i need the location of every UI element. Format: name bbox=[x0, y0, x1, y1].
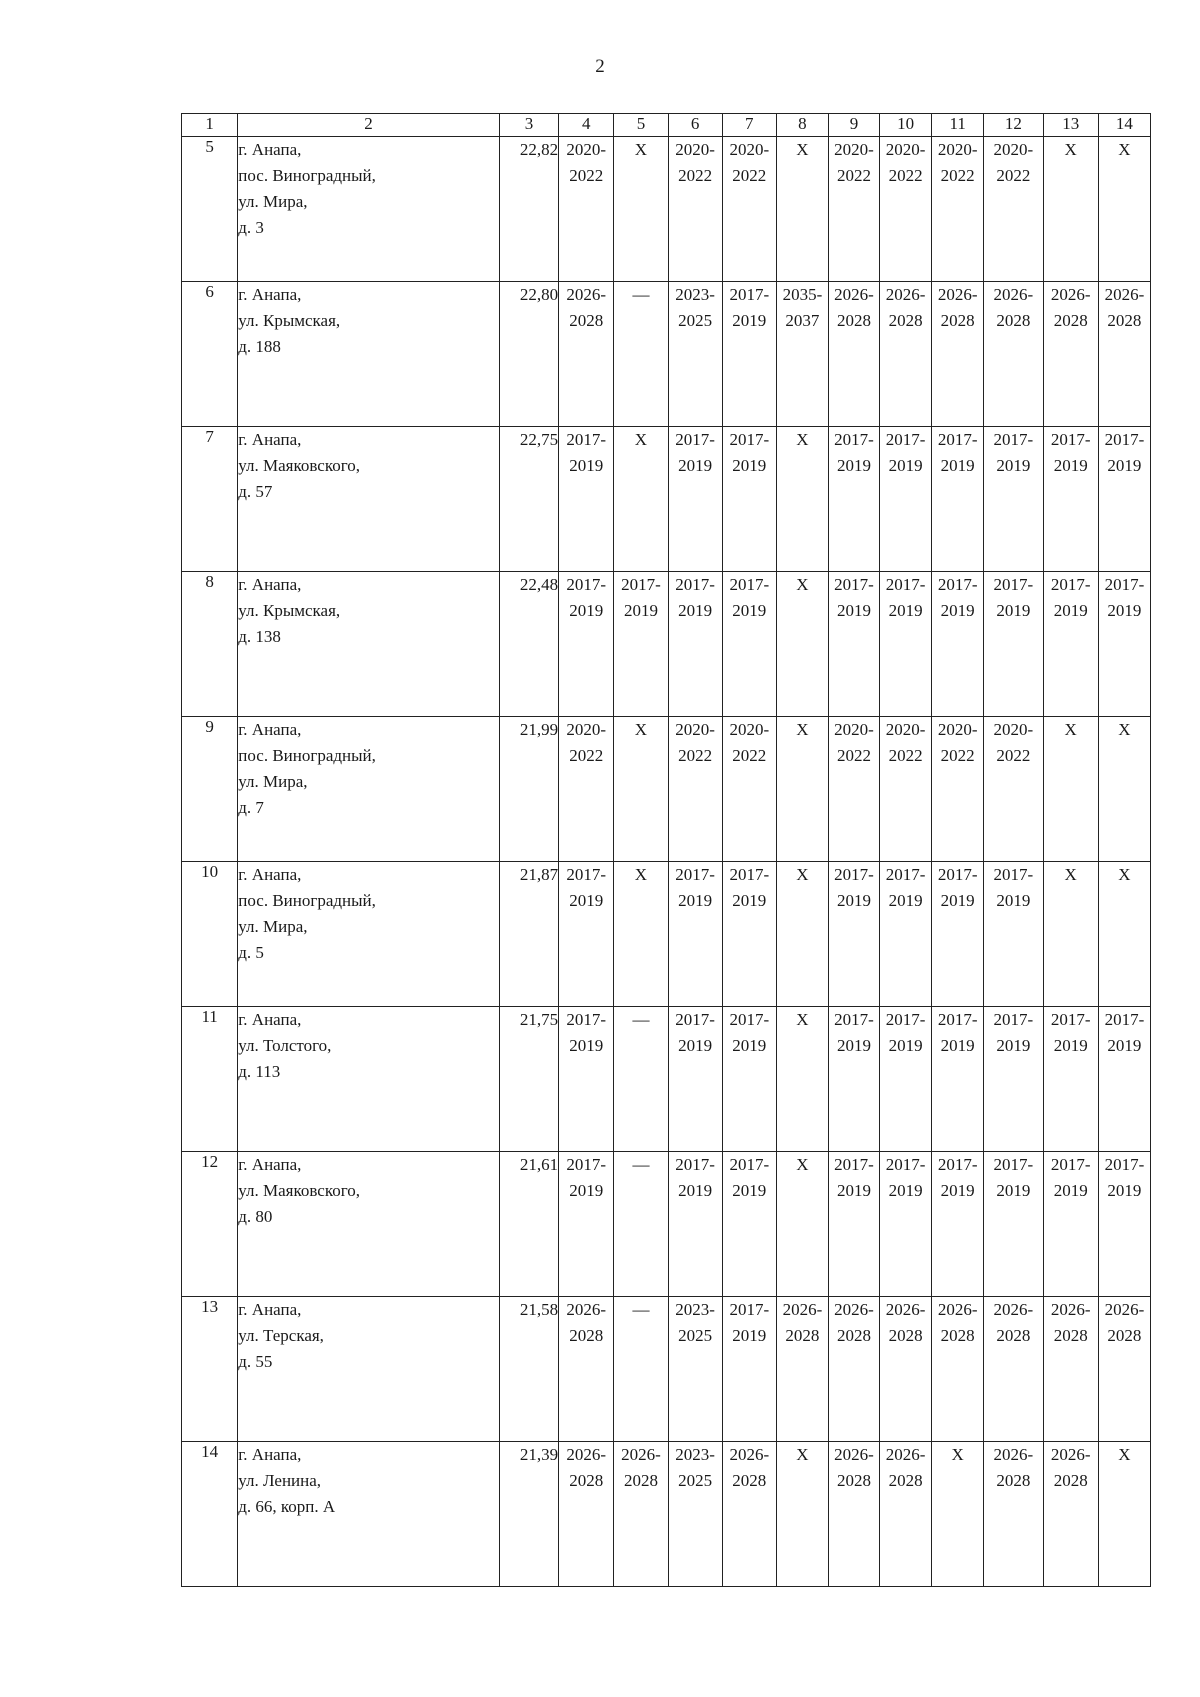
repair-schedule-table bbox=[181, 113, 1151, 1587]
period-cell: Х bbox=[614, 862, 668, 1007]
table-row bbox=[182, 572, 1151, 717]
address-line: г. Анапа, bbox=[238, 865, 302, 884]
area-cell: 21,39 bbox=[499, 1442, 558, 1587]
period-cell: 2017- 2019 bbox=[828, 572, 879, 717]
period-cell: 2026- 2028 bbox=[984, 1297, 1043, 1442]
address-line: г. Анапа, bbox=[238, 1010, 302, 1029]
address-cell bbox=[238, 1297, 500, 1442]
period-cell: 2017- 2019 bbox=[1043, 1007, 1098, 1152]
column-header: 14 bbox=[1098, 114, 1150, 137]
row-number: 10 bbox=[182, 862, 238, 1007]
table-row bbox=[182, 1007, 1151, 1152]
period-cell: Х bbox=[932, 1442, 984, 1587]
period-cell: 2026- 2028 bbox=[559, 1442, 614, 1587]
row-number: 13 bbox=[182, 1297, 238, 1442]
period-cell: 2026- 2028 bbox=[559, 282, 614, 427]
address-line: ул. Крымская, bbox=[238, 601, 341, 620]
address-cell bbox=[238, 427, 500, 572]
address-line: г. Анапа, bbox=[238, 1445, 302, 1464]
period-cell: 2020- 2022 bbox=[984, 717, 1043, 862]
period-cell: 2017- 2019 bbox=[668, 572, 722, 717]
address-line: г. Анапа, bbox=[238, 430, 302, 449]
period-cell: 2017- 2019 bbox=[559, 572, 614, 717]
area-cell: 21,61 bbox=[499, 1152, 558, 1297]
address-line: ул. Толстого, bbox=[238, 1036, 332, 1055]
period-cell: 2017- 2019 bbox=[1098, 572, 1150, 717]
address-line: д. 80 bbox=[238, 1207, 273, 1226]
address-line: д. 3 bbox=[238, 218, 264, 237]
period-cell: 2020- 2022 bbox=[932, 137, 984, 282]
period-cell: 2026- 2028 bbox=[614, 1442, 668, 1587]
period-cell: 2017- 2019 bbox=[1043, 427, 1098, 572]
address-cell bbox=[238, 1007, 500, 1152]
period-cell: Х bbox=[776, 862, 828, 1007]
address-cell bbox=[238, 1152, 500, 1297]
period-cell: 2020- 2022 bbox=[984, 137, 1043, 282]
column-header: 9 bbox=[828, 114, 879, 137]
period-cell: 2017- 2019 bbox=[984, 862, 1043, 1007]
column-header: 12 bbox=[984, 114, 1043, 137]
period-cell: — bbox=[614, 282, 668, 427]
period-cell: 2017- 2019 bbox=[828, 427, 879, 572]
period-cell: 2026- 2028 bbox=[776, 1297, 828, 1442]
period-cell: 2017- 2019 bbox=[668, 427, 722, 572]
period-cell: 2017- 2019 bbox=[1098, 1007, 1150, 1152]
period-cell: 2026- 2028 bbox=[828, 1297, 879, 1442]
area-cell: 21,87 bbox=[499, 862, 558, 1007]
period-cell: 2017- 2019 bbox=[722, 282, 776, 427]
period-cell: 2020- 2022 bbox=[932, 717, 984, 862]
address-line: г. Анапа, bbox=[238, 1300, 302, 1319]
column-header: 11 bbox=[932, 114, 984, 137]
period-cell: 2017- 2019 bbox=[880, 572, 932, 717]
period-cell: 2017- 2019 bbox=[722, 862, 776, 1007]
address-line: пос. Виноградный, bbox=[238, 891, 376, 910]
period-cell: 2017- 2019 bbox=[984, 572, 1043, 717]
period-cell: — bbox=[614, 1152, 668, 1297]
table-row bbox=[182, 282, 1151, 427]
period-cell: 2026- 2028 bbox=[880, 282, 932, 427]
period-cell: 2017- 2019 bbox=[559, 862, 614, 1007]
address-line: пос. Виноградный, bbox=[238, 746, 376, 765]
column-header: 3 bbox=[499, 114, 558, 137]
page-number: 2 bbox=[595, 56, 605, 77]
area-cell: 21,75 bbox=[499, 1007, 558, 1152]
period-cell: 2020- 2022 bbox=[828, 717, 879, 862]
period-cell: 2026- 2028 bbox=[1098, 1297, 1150, 1442]
column-header: 10 bbox=[880, 114, 932, 137]
period-cell: 2017- 2019 bbox=[668, 1007, 722, 1152]
period-cell: 2017- 2019 bbox=[722, 427, 776, 572]
address-line: д. 57 bbox=[238, 482, 273, 501]
period-cell: — bbox=[614, 1007, 668, 1152]
period-cell: 2023- 2025 bbox=[668, 1442, 722, 1587]
row-number: 14 bbox=[182, 1442, 238, 1587]
period-cell: 2017- 2019 bbox=[722, 1007, 776, 1152]
period-cell: 2017- 2019 bbox=[828, 1007, 879, 1152]
column-header: 7 bbox=[722, 114, 776, 137]
table-row bbox=[182, 1152, 1151, 1297]
address-line: ул. Мира, bbox=[238, 772, 308, 791]
area-cell: 22,82 bbox=[499, 137, 558, 282]
table-body bbox=[182, 137, 1151, 1587]
period-cell: 2023- 2025 bbox=[668, 282, 722, 427]
table-row bbox=[182, 427, 1151, 572]
period-cell: 2026- 2028 bbox=[984, 282, 1043, 427]
period-cell: 2017- 2019 bbox=[722, 1297, 776, 1442]
period-cell: 2026- 2028 bbox=[932, 1297, 984, 1442]
table-row bbox=[182, 1297, 1151, 1442]
area-cell: 22,80 bbox=[499, 282, 558, 427]
period-cell: 2017- 2019 bbox=[880, 427, 932, 572]
address-line: д. 5 bbox=[238, 943, 264, 962]
period-cell: 2017- 2019 bbox=[668, 1152, 722, 1297]
row-number: 6 bbox=[182, 282, 238, 427]
period-cell: 2017- 2019 bbox=[984, 1152, 1043, 1297]
period-cell: 2017- 2019 bbox=[880, 1007, 932, 1152]
column-header: 1 bbox=[182, 114, 238, 137]
period-cell: 2017- 2019 bbox=[984, 427, 1043, 572]
period-cell: 2020- 2022 bbox=[668, 717, 722, 862]
period-cell: 2017- 2019 bbox=[1043, 1152, 1098, 1297]
period-cell: Х bbox=[1098, 1442, 1150, 1587]
period-cell: Х bbox=[1043, 137, 1098, 282]
address-line: ул. Крымская, bbox=[238, 311, 341, 330]
period-cell: 2020- 2022 bbox=[880, 137, 932, 282]
address-line: г. Анапа, bbox=[238, 1155, 302, 1174]
period-cell: 2017- 2019 bbox=[668, 862, 722, 1007]
period-cell: 2020- 2022 bbox=[559, 717, 614, 862]
period-cell: 2026- 2028 bbox=[1043, 1442, 1098, 1587]
address-cell bbox=[238, 1442, 500, 1587]
column-header: 13 bbox=[1043, 114, 1098, 137]
address-cell bbox=[238, 717, 500, 862]
period-cell: Х bbox=[1098, 862, 1150, 1007]
address-line: ул. Мира, bbox=[238, 192, 308, 211]
period-cell: 2026- 2028 bbox=[722, 1442, 776, 1587]
period-cell: Х bbox=[776, 717, 828, 862]
period-cell: 2017- 2019 bbox=[932, 427, 984, 572]
row-number: 5 bbox=[182, 137, 238, 282]
period-cell: Х bbox=[1043, 862, 1098, 1007]
period-cell: Х bbox=[776, 1152, 828, 1297]
table-row bbox=[182, 717, 1151, 862]
address-line: д. 55 bbox=[238, 1352, 273, 1371]
address-line: ул. Терская, bbox=[238, 1326, 324, 1345]
column-header: 8 bbox=[776, 114, 828, 137]
area-cell: 22,75 bbox=[499, 427, 558, 572]
period-cell: 2026- 2028 bbox=[880, 1297, 932, 1442]
period-cell: 2017- 2019 bbox=[932, 572, 984, 717]
period-cell: Х bbox=[1098, 137, 1150, 282]
period-cell: 2020- 2022 bbox=[668, 137, 722, 282]
period-cell: Х bbox=[776, 1007, 828, 1152]
period-cell: Х bbox=[776, 572, 828, 717]
period-cell: 2017- 2019 bbox=[932, 1007, 984, 1152]
row-number: 8 bbox=[182, 572, 238, 717]
row-number: 12 bbox=[182, 1152, 238, 1297]
address-line: г. Анапа, bbox=[238, 575, 302, 594]
address-line: пос. Виноградный, bbox=[238, 166, 376, 185]
period-cell: 2020- 2022 bbox=[828, 137, 879, 282]
period-cell: 2026- 2028 bbox=[828, 1442, 879, 1587]
address-line: ул. Ленина, bbox=[238, 1471, 322, 1490]
period-cell: 2023- 2025 bbox=[668, 1297, 722, 1442]
address-line: д. 66, корп. А bbox=[238, 1497, 336, 1516]
period-cell: 2017- 2019 bbox=[1098, 427, 1150, 572]
address-line: г. Анапа, bbox=[238, 140, 302, 159]
address-line: ул. Маяковского, bbox=[238, 1181, 361, 1200]
period-cell: 2020- 2022 bbox=[559, 137, 614, 282]
period-cell: 2026- 2028 bbox=[880, 1442, 932, 1587]
address-line: ул. Мира, bbox=[238, 917, 308, 936]
period-cell: 2017- 2019 bbox=[1043, 572, 1098, 717]
period-cell: 2026- 2028 bbox=[1098, 282, 1150, 427]
column-header: 6 bbox=[668, 114, 722, 137]
period-cell: 2017- 2019 bbox=[614, 572, 668, 717]
period-cell: Х bbox=[776, 137, 828, 282]
period-cell: 2017- 2019 bbox=[1098, 1152, 1150, 1297]
area-cell: 22,48 bbox=[499, 572, 558, 717]
period-cell: 2020- 2022 bbox=[722, 137, 776, 282]
row-number: 7 bbox=[182, 427, 238, 572]
period-cell: 2017- 2019 bbox=[880, 1152, 932, 1297]
address-line: д. 7 bbox=[238, 798, 264, 817]
address-line: д. 113 bbox=[238, 1062, 281, 1081]
period-cell: 2026- 2028 bbox=[828, 282, 879, 427]
address-cell bbox=[238, 137, 500, 282]
period-cell: 2017- 2019 bbox=[932, 862, 984, 1007]
period-cell: 2017- 2019 bbox=[559, 1152, 614, 1297]
address-cell bbox=[238, 572, 500, 717]
period-cell: 2017- 2019 bbox=[932, 1152, 984, 1297]
table-row bbox=[182, 862, 1151, 1007]
period-cell: 2017- 2019 bbox=[828, 1152, 879, 1297]
period-cell: 2026- 2028 bbox=[932, 282, 984, 427]
address-line: г. Анапа, bbox=[238, 285, 302, 304]
address-line: г. Анапа, bbox=[238, 720, 302, 739]
row-number: 11 bbox=[182, 1007, 238, 1152]
address-cell bbox=[238, 282, 500, 427]
period-cell: 2017- 2019 bbox=[722, 572, 776, 717]
address-line: д. 188 bbox=[238, 337, 281, 356]
period-cell: Х bbox=[776, 1442, 828, 1587]
period-cell: 2026- 2028 bbox=[1043, 282, 1098, 427]
period-cell: 2017- 2019 bbox=[722, 1152, 776, 1297]
period-cell: Х bbox=[1098, 717, 1150, 862]
period-cell: 2017- 2019 bbox=[828, 862, 879, 1007]
period-cell: 2020- 2022 bbox=[722, 717, 776, 862]
period-cell: 2026- 2028 bbox=[559, 1297, 614, 1442]
period-cell: Х bbox=[776, 427, 828, 572]
period-cell: 2026- 2028 bbox=[1043, 1297, 1098, 1442]
column-header: 2 bbox=[238, 114, 500, 137]
period-cell: 2017- 2019 bbox=[559, 1007, 614, 1152]
table-row bbox=[182, 1442, 1151, 1587]
period-cell: — bbox=[614, 1297, 668, 1442]
column-header: 4 bbox=[559, 114, 614, 137]
column-header: 5 bbox=[614, 114, 668, 137]
period-cell: 2026- 2028 bbox=[984, 1442, 1043, 1587]
period-cell: 2035- 2037 bbox=[776, 282, 828, 427]
period-cell: 2020- 2022 bbox=[880, 717, 932, 862]
period-cell: Х bbox=[1043, 717, 1098, 862]
period-cell: 2017- 2019 bbox=[880, 862, 932, 1007]
address-line: д. 138 bbox=[238, 627, 281, 646]
period-cell: Х bbox=[614, 427, 668, 572]
period-cell: 2017- 2019 bbox=[559, 427, 614, 572]
column-number-row bbox=[182, 114, 1151, 137]
address-cell bbox=[238, 862, 500, 1007]
address-line: ул. Маяковского, bbox=[238, 456, 361, 475]
area-cell: 21,99 bbox=[499, 717, 558, 862]
area-cell: 21,58 bbox=[499, 1297, 558, 1442]
row-number: 9 bbox=[182, 717, 238, 862]
period-cell: 2017- 2019 bbox=[984, 1007, 1043, 1152]
period-cell: Х bbox=[614, 717, 668, 862]
table-row bbox=[182, 137, 1151, 282]
period-cell: Х bbox=[614, 137, 668, 282]
